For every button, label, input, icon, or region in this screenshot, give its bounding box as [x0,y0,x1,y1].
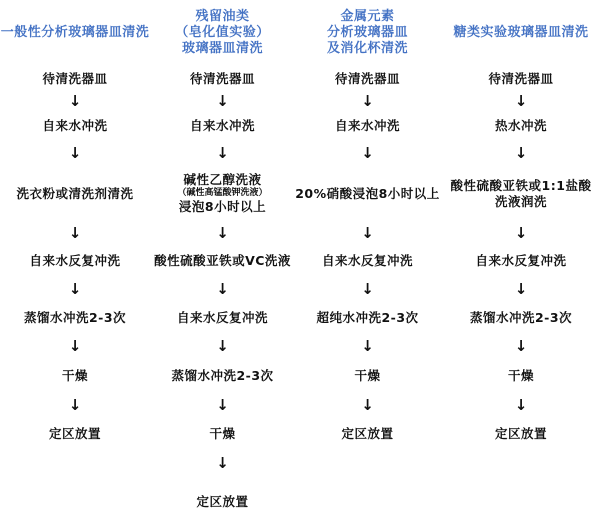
step-node: 干燥 [209,426,236,442]
step-node: 自来水反复冲洗 [321,253,413,269]
down-arrow-icon: ↓ [361,337,374,356]
header-line: 金属元素 [340,8,395,24]
down-arrow-icon: ↓ [68,91,82,110]
step-node: 蒸馏水冲洗2-3次 [171,368,274,384]
step-node: 蒸馏水冲洗2-3次 [23,309,127,325]
down-arrow-icon: ↓ [514,91,528,110]
down-arrow-icon: ↓ [68,337,82,356]
down-arrow-icon: ↓ [216,91,229,110]
down-arrow-icon: ↓ [216,337,229,356]
step-node: 待清洗器皿 [42,70,108,86]
down-arrow-icon: ↓ [514,144,528,163]
step-node: 干燥 [507,368,534,384]
header-line: 玻璃器皿清洗 [181,41,263,57]
step-node: 自来水反复冲洗 [29,253,121,269]
down-arrow-icon: ↓ [361,224,374,243]
step-node: 干燥 [61,368,88,384]
step-node: 自来水反复冲洗 [475,253,567,269]
down-arrow-icon: ↓ [68,280,82,299]
down-arrow-icon: ↓ [216,454,229,473]
column-header-residual-oil [150,0,295,66]
header-line: 糖类实验玻璃器皿清洗 [453,24,589,40]
header-line: 残留油类 [195,8,250,24]
down-arrow-icon: ↓ [216,396,229,415]
step-node: 洗衣粉或清洗剂清洗 [16,185,134,201]
step-node: 自来水冲洗 [42,118,108,134]
down-arrow-icon: ↓ [361,396,374,415]
column-header-sugar [440,0,602,66]
step-node: 自来水冲洗 [334,118,400,134]
step-node: 自来水反复冲洗 [176,309,268,325]
step-node: 酸性硫酸亚铁或1:1盐酸 洗液润洗 [450,177,592,209]
down-arrow-icon: ↓ [68,144,82,163]
step-node: 待清洗器皿 [488,70,554,86]
down-arrow-icon: ↓ [514,280,528,299]
step-node: 待清洗器皿 [334,70,400,86]
header-line: 及消化杯清洗 [326,41,408,57]
down-arrow-icon: ↓ [68,224,82,243]
column-header-general [0,0,150,66]
step-node: 碱性乙醇洗液 （碱性高锰酸钾洗液） 浸泡8小时以上 [177,172,268,215]
step-node: 定区放置 [494,426,547,442]
down-arrow-icon: ↓ [361,91,374,110]
down-arrow-icon: ↓ [514,224,528,243]
header-line: 分析玻璃器皿 [326,24,408,40]
down-arrow-icon: ↓ [514,337,528,356]
step-node: 干燥 [354,368,381,384]
step-node: 定区放置 [48,426,101,442]
down-arrow-icon: ↓ [361,280,374,299]
step-node: 酸性硫酸亚铁或VC洗液 [154,253,291,269]
column-header-metal-elements [295,0,440,66]
down-arrow-icon: ↓ [216,224,229,243]
down-arrow-icon: ↓ [68,396,82,415]
down-arrow-icon: ↓ [514,396,528,415]
down-arrow-icon: ↓ [216,144,229,163]
step-node: 蒸馏水冲洗2-3次 [469,309,573,325]
step-node: 自来水冲洗 [189,118,255,134]
down-arrow-icon: ↓ [216,280,229,299]
header-line: 一般性分析玻璃器皿清洗 [0,24,150,40]
step-node: 定区放置 [196,494,249,510]
step-node: 热水冲洗 [494,118,547,134]
step-node: 定区放置 [341,426,394,442]
step-node: 超纯水冲洗2-3次 [316,309,419,325]
header-line: （皂化值实验） [175,24,270,40]
step-node: 待清洗器皿 [189,70,255,86]
down-arrow-icon: ↓ [361,144,374,163]
step-node: 20%硝酸浸泡8小时以上 [295,185,440,201]
